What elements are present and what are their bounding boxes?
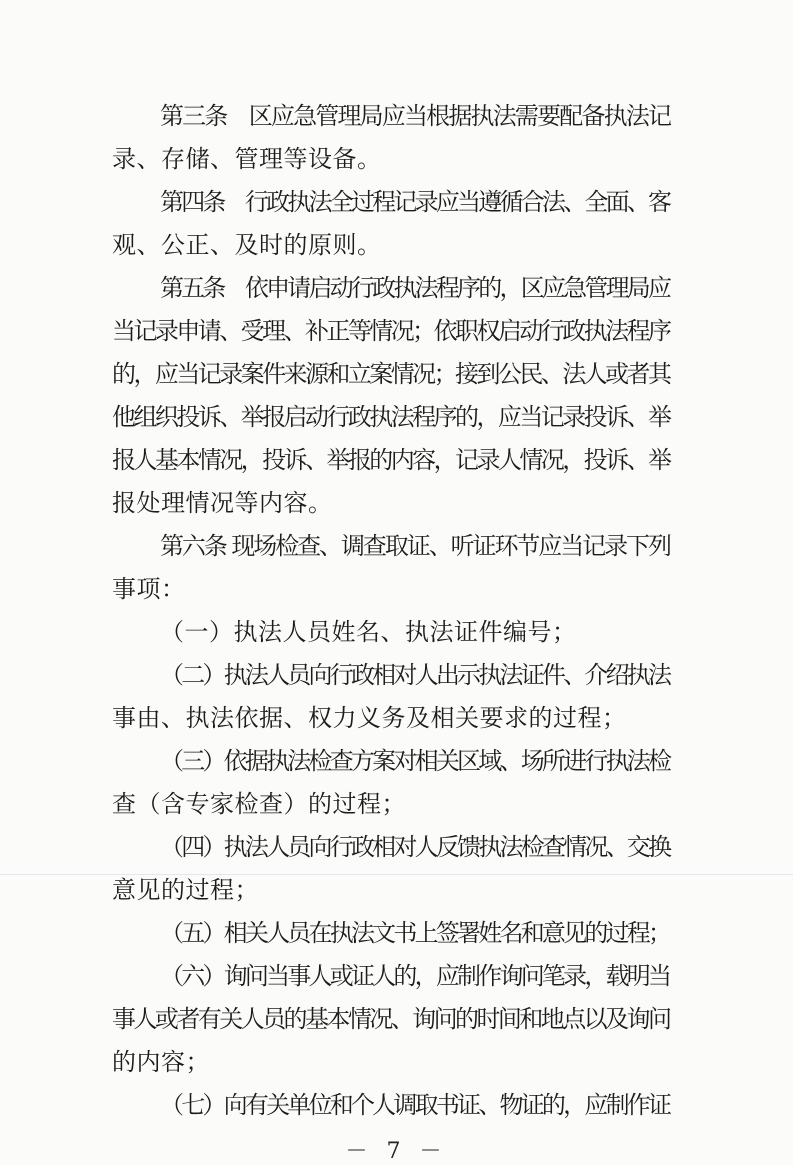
line-text: 录、存储、管理等设备。 bbox=[112, 145, 382, 173]
text-line bbox=[112, 438, 669, 482]
line-text: 意见的过程； bbox=[112, 876, 259, 904]
text-line bbox=[112, 137, 382, 181]
text-line bbox=[112, 352, 669, 396]
text-line bbox=[160, 610, 577, 654]
text-line bbox=[160, 653, 669, 697]
line-text: 的，应当记录案件来源和立案情况；接到公民、法人或者其 bbox=[112, 360, 670, 388]
line-text: 第五条 依申请启动行政执法程序的，区应急管理局应 bbox=[160, 274, 670, 302]
text-line bbox=[160, 266, 669, 310]
line-text: 查（含专家检查）的过程； bbox=[112, 790, 406, 818]
text-line bbox=[160, 1083, 669, 1127]
line-text: （四）执法人员向行政相对人反馈执法检查情况、交换 bbox=[160, 833, 670, 861]
line-text: 当记录申请、受理、补正等情况；依职权启动行政执法程序 bbox=[112, 317, 670, 345]
text-line bbox=[160, 911, 669, 955]
line-text: 的内容； bbox=[112, 1048, 210, 1076]
line-text: （五）相关人员在执法文书上签署姓名和意见的过程； bbox=[160, 919, 670, 947]
text-line bbox=[160, 180, 669, 224]
line-text: 事人或者有关人员的基本情况、询问的时间和地点以及询问 bbox=[112, 1005, 670, 1033]
line-text: （二）执法人员向行政相对人出示执法证件、介绍执法 bbox=[160, 661, 670, 689]
page-number: － 7 － bbox=[345, 1139, 448, 1164]
line-text: （一）执法人员姓名、执法证件编号； bbox=[160, 618, 577, 646]
text-line bbox=[160, 94, 670, 138]
text-line bbox=[112, 481, 333, 525]
line-text: 他组织投诉、举报启动行政执法程序的，应当记录投诉、举 bbox=[112, 403, 670, 431]
scan-artifact-line bbox=[0, 874, 793, 875]
text-line bbox=[112, 395, 669, 439]
text-line bbox=[160, 739, 669, 783]
line-text: 第四条 行政执法全过程记录应当遵循合法、全面、客 bbox=[160, 188, 670, 216]
text-line bbox=[112, 223, 382, 267]
line-text: 事由、执法依据、权力义务及相关要求的过程； bbox=[112, 704, 627, 732]
line-text: 报人基本情况，投诉、举报的内容，记录人情况，投诉、举 bbox=[112, 446, 670, 474]
text-line bbox=[112, 997, 669, 1041]
text-line bbox=[112, 309, 669, 353]
line-text: （三）依据执法检查方案对相关区域、场所进行执法检 bbox=[160, 747, 670, 775]
line-text: （七）向有关单位和个人调取书证、物证的，应制作证 bbox=[160, 1091, 670, 1119]
text-line bbox=[160, 825, 669, 869]
text-line bbox=[112, 696, 627, 740]
line-text: （六）询问当事人或证人的，应制作询问笔录，载明当 bbox=[160, 962, 670, 990]
text-line bbox=[160, 524, 670, 568]
text-line bbox=[160, 954, 669, 998]
line-text: 报处理情况等内容。 bbox=[112, 489, 333, 517]
line-text: 第三条 区应急管理局应当根据执法需要配备执法记 bbox=[160, 102, 671, 130]
text-line bbox=[112, 1040, 210, 1084]
line-text: 第六条 现场检查、调查取证、听证环节应当记录下列 bbox=[160, 532, 670, 560]
line-text: 事项： bbox=[112, 575, 186, 603]
text-line bbox=[112, 782, 406, 826]
text-line bbox=[112, 567, 186, 611]
line-text: 观、公正、及时的原则。 bbox=[112, 231, 382, 259]
